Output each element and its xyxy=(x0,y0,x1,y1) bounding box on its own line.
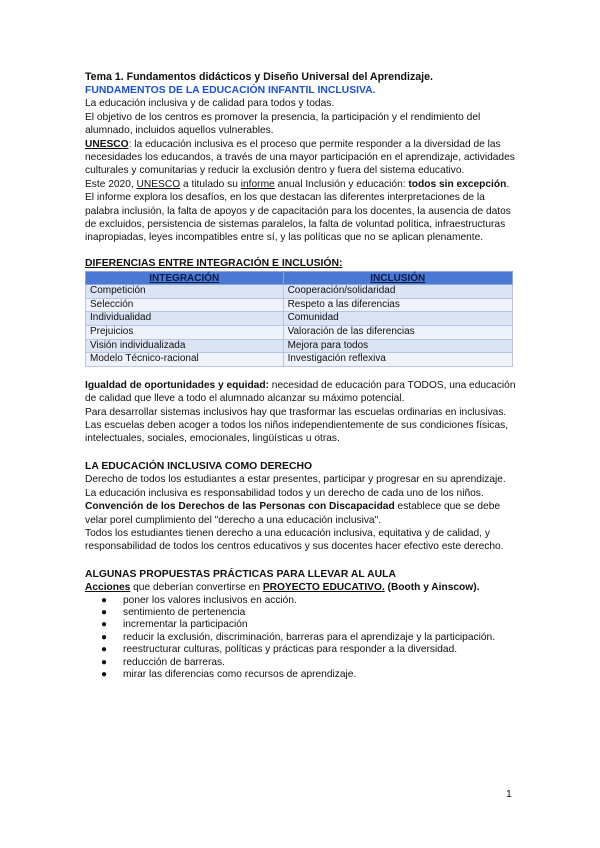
proposals-heading: ALGUNAS PROPUESTAS PRÁCTICAS PARA LLEVAR AL AULA xyxy=(85,568,396,580)
inclusive-systems-paragraph: Para desarrollar sistemas inclusivos hay que trasformar las escuelas ordinarias en inclusivas. Las escuelas deben acoger a todos los niños independientemente de sus condiciones físicas, intelectuales, sociales, emocionales, lingüísticas u otras. xyxy=(85,406,509,445)
differences-table xyxy=(85,271,513,367)
list-item: ● mirar las diferencias como recursos de aprendizaje. xyxy=(101,668,357,680)
unesco-link[interactable]: UNESCO xyxy=(136,178,181,190)
list-item: ● sentimiento de pertenencia xyxy=(101,606,246,618)
differences-heading: DIFERENCIAS ENTRE INTEGRACIÓN E INCLUSIÓN: xyxy=(85,257,343,269)
right-heading: LA EDUCACIÓN INCLUSIVA COMO DERECHO xyxy=(85,460,313,472)
table-cell: Modelo Técnico-racional xyxy=(86,353,284,367)
column-header-inclusion: INCLUSIÓN xyxy=(283,272,512,285)
list-item: ● poner los valores inclusivos en acción. xyxy=(101,594,297,606)
list-item: ● incrementar la participación xyxy=(101,619,248,631)
table-cell: Prejuicios xyxy=(86,326,284,340)
equality-paragraph: Igualdad de oportunidades y equidad: necesidad de educación para TODOS, una educación de calidad que lleve a todo el alumnado alcanzar su máximo potencial. xyxy=(85,379,516,405)
right-paragraph-2: La educación inclusiva es responsabilidad todos y un derecho de cada uno de los niños. xyxy=(85,487,484,499)
table-cell: Cooperación/solidaridad xyxy=(283,285,512,299)
list-item: ● reducción de barreras. xyxy=(101,656,225,668)
table-cell: Selección xyxy=(86,298,284,312)
table-row xyxy=(86,298,513,312)
proposals-intro: Acciones que deberían convertirse en PROYECTO EDUCATIVO. (Booth y Ainscow). xyxy=(85,582,480,594)
bullet-icon: ● xyxy=(101,606,108,618)
intro-paragraph-1: La educación inclusiva y de calidad para todos y todas. xyxy=(85,98,335,110)
table-cell: Respeto a las diferencias xyxy=(283,298,512,312)
bullet-icon: ● xyxy=(101,619,108,631)
right-paragraph-1: Derecho de todos los estudiantes a estar presentes, participar y progresar en su aprendizaje. xyxy=(85,474,506,486)
unesco-definition: UNESCO: la educación inclusiva es el proceso que permite responder a la diversidad de las necesidades los educandos, a través de una mayor participación en el aprendizaje, actividades culturales y comunitarias y reducir la exclusión dentro y fuera del sistema educativo. xyxy=(85,138,515,177)
bullet-icon: ● xyxy=(101,631,108,643)
bullet-icon: ● xyxy=(101,668,108,680)
column-header-integration: INTEGRACIÓN xyxy=(86,272,284,285)
page-number: 1 xyxy=(506,788,512,800)
convention-paragraph: Convención de los Derechos de las Personas con Discapacidad establece que se debe velar porel cumplimiento del "derecho a una educación inclusiva". xyxy=(85,501,501,526)
list-item: ● reducir la exclusión, discriminación, barreras para el aprendizaje y la participación. xyxy=(101,631,496,643)
table-row xyxy=(86,312,513,326)
table-cell: Comunidad xyxy=(283,312,512,326)
spacer xyxy=(85,446,517,460)
table-row xyxy=(86,339,513,353)
spacer xyxy=(85,367,517,379)
unesco-report-paragraph: Este 2020, UNESCO a titulado su informe anual Inclusión y educación: todos sin excepción. El informe explora los desafíos, en los que destacan las diferentes interpretaciones de la palabra inclusión, la falta de apoyos y de capacitación para los docentes, la ausencia de datos de excluidos, persistencia de sistemas paralelos, la falta de voluntad política, infraestructuras inapropiadas, leyes incompatibles entre sí, y las políticas que no se aplican plenamente. xyxy=(85,178,511,244)
spacer xyxy=(85,245,517,257)
table-cell: Mejora para todos xyxy=(283,339,512,353)
table-cell: Valoración de las diferencias xyxy=(283,326,512,340)
bullet-icon: ● xyxy=(101,656,108,668)
list-item: ● reestructurar culturas, políticas y prácticas para responder a la diversidad. xyxy=(101,644,458,656)
table-cell: Individualidad xyxy=(86,312,284,326)
informe-link[interactable]: informe xyxy=(240,178,275,190)
document-page xyxy=(85,70,517,681)
table-cell: Investigación reflexiva xyxy=(283,353,512,367)
table-row xyxy=(86,326,513,340)
right-paragraph-3: Todos los estudiantes tienen derecho a una educación inclusiva, equitativa y de calidad, y responsabilidad de todos los centros educativos y sus docentes hacer efectivo este derecho. xyxy=(85,527,504,553)
bullet-icon: ● xyxy=(101,644,108,656)
unesco-term: UNESCO xyxy=(85,138,129,150)
document-subtitle: FUNDAMENTOS DE LA EDUCACIÓN INFANTIL INCLUSIVA. xyxy=(85,85,376,96)
proposals-list xyxy=(85,595,517,682)
table-row xyxy=(86,285,513,299)
table-cell: Competición xyxy=(86,285,284,299)
table-row xyxy=(86,353,513,367)
spacer xyxy=(85,554,517,568)
table-cell: Visión individualizada xyxy=(86,339,284,353)
document-title: Tema 1. Fundamentos didácticos y Diseño Universal del Aprendizaje. xyxy=(85,71,433,83)
bullet-icon: ● xyxy=(101,594,108,606)
intro-paragraph-2: El objetivo de los centros es promover la presencia, la participación y el rendimiento del alumnado, incluidos aquellos vulnerables. xyxy=(85,111,481,137)
